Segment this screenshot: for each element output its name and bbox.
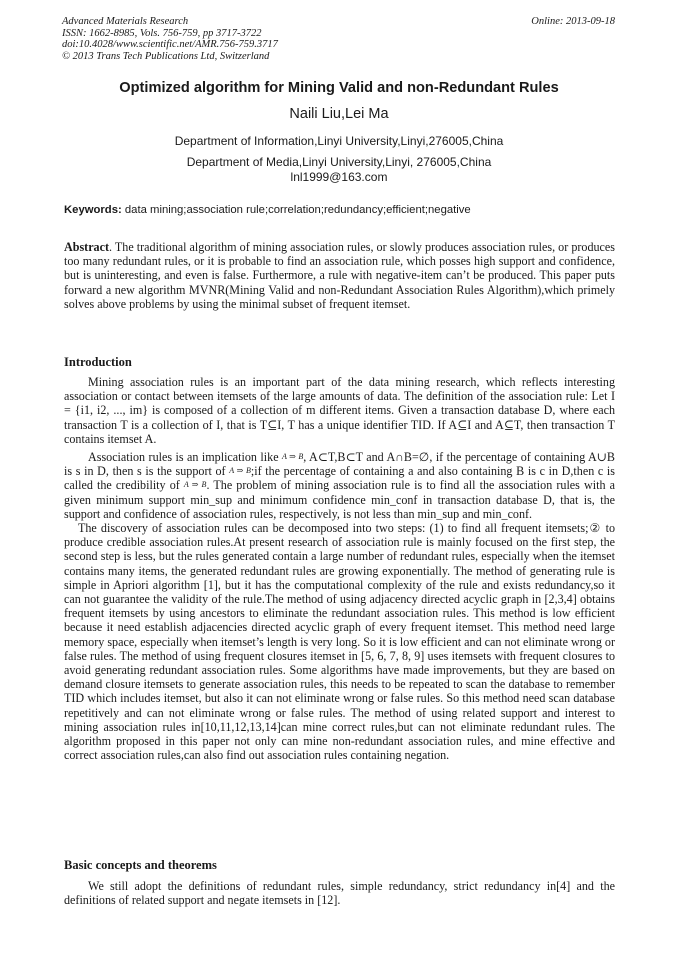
affiliation-1: Department of Information,Linyi University,Linyi,276005,China	[174, 134, 504, 148]
affiliation-2: Department of Media,Linyi University,Linyi, 276005,China	[186, 155, 492, 169]
paper-title: Optimized algorithm for Mining Valid and non-Redundant Rules	[119, 80, 559, 96]
implication-formula: A ⇒ B	[183, 480, 207, 490]
abstract-text: . The traditional algorithm of mining association rules, or slowly produces association rules, or produces too many redundant rules, or it is probable to find an association rule, which posses high support and confidence, but is uninteresting, and even is false. Furthermore, a rule with negative-item can’t be produced. This paper puts forward a new algorithm MVNR(Mining Valid and non-Redundant Association Rules Algorithm),which primely solves above problems by using the minimal subset of frequent itemset.	[64, 240, 615, 311]
intro-paragraph-3: The discovery of association rules can be decomposed into two steps: (1) to find all frequent itemsets;② to produce credible association rules.At present research of association rule is mainly focused on the first step, the second step is less, but the rules generated contain a large number of redundant rules, especially when the itemset contains many items, the generated redundant rules are growing exponentially. The method of generating rule is simple in Apriori algorithm [1], but it has the computational complexity of the rule and exists redundancy,so it can not guarantee the validity of the rule.The method of using adjacency directed acyclic graph in [2,3,4] obtains frequent itemsets by using ancestors to eliminate the redundant association rules. This method is low efficient because it need establish adjacencies directed acyclic graph of every frequent itemset. This method need large memory space, especially when itemset’s length is very long. So it is low efficient and can not eliminate wrong or false rules. The method of using frequent closures itemset in [5, 6, 7, 8, 9] uses itemsets with frequent closures to avoid generating redundant association rules. Some algorithms have made improvements, but they are based on demand closure itemsets to generate association rules, this needs to be repeated to scan the database to remember TID which includes itemset, but also it can not eliminate wrong or false rules. So this method need scan database repetitively and can not eliminate wrong or false rules. The method of using related support and interest to mining association rules in[10,11,12,13,14]can mine correct rules,but can not eliminate redundant rules. The algorithm proposed in this paper not only can mine non-redundant association rules, and mine effective and correct association rules,can also find out association rules containing negation.	[64, 521, 615, 763]
intro-paragraph-2: Association rules is an implication like A ⇒ B, A⊂T,B⊂T and A∩B=∅, if the percentage of containing A∪B is s in D, then s is the support of A ⇒ B;if the percentage of containing a and also containing B is c in D,then c is called the credibility of A ⇒ B. The problem of mining association rule is to find all the association rules with a given minimum support min_sup and minimum confidence min_conf in transaction database D, that is, the support and confidence of association rules, respectively, is not less than min_sup and min_conf.	[64, 450, 615, 521]
implication-formula: A ⇒ B	[282, 452, 304, 462]
intro-paragraph-1: Mining association rules is an important part of the data mining research, which reflects interesting association or contact between itemsets of the large amounts of data. The definition of the association rule: Let I = {i1, i2, ..., im} is composed of a collection of m different items. Given a transaction database D, where each transaction T is a collection of I, that is T⊆I, T has a unique identifier TID. If A⊆I and A⊆T, then transaction T contains itemset A.	[64, 375, 615, 446]
journal-header	[62, 16, 615, 62]
keywords-text: data mining;association rule;correlation;redundancy;efficient;negative	[121, 204, 471, 216]
paper-authors: Naili Liu,Lei Ma	[289, 106, 389, 122]
copyright-line: © 2013 Trans Tech Publications Ltd, Switzerland	[62, 50, 270, 62]
basic-concepts-body	[64, 879, 615, 907]
abstract-label: Abstract	[64, 240, 110, 254]
author-email: lnl1999@163.com	[290, 170, 388, 184]
abstract	[64, 240, 615, 311]
issn-line: ISSN: 1662-8985, Vols. 756-759, pp 3717-3722	[62, 27, 262, 39]
basic-paragraph-1: We still adopt the definitions of redundant rules, simple redundancy, strict redundancy in[4] and the definitions of related support and negate itemsets in [12].	[64, 879, 615, 908]
keywords-label: Keywords:	[64, 204, 122, 216]
online-date: Online: 2013-09-18	[531, 16, 615, 27]
keywords	[64, 204, 617, 216]
section-heading-introduction: Introduction	[64, 355, 132, 369]
journal-name: Advanced Materials Research	[62, 16, 189, 27]
doi-line: doi:10.4028/www.scientific.net/AMR.756-759.3717	[62, 39, 278, 50]
implication-formula: A ⇒ B	[229, 466, 251, 476]
introduction-body	[64, 375, 615, 762]
section-heading-basic-concepts: Basic concepts and theorems	[64, 858, 217, 872]
